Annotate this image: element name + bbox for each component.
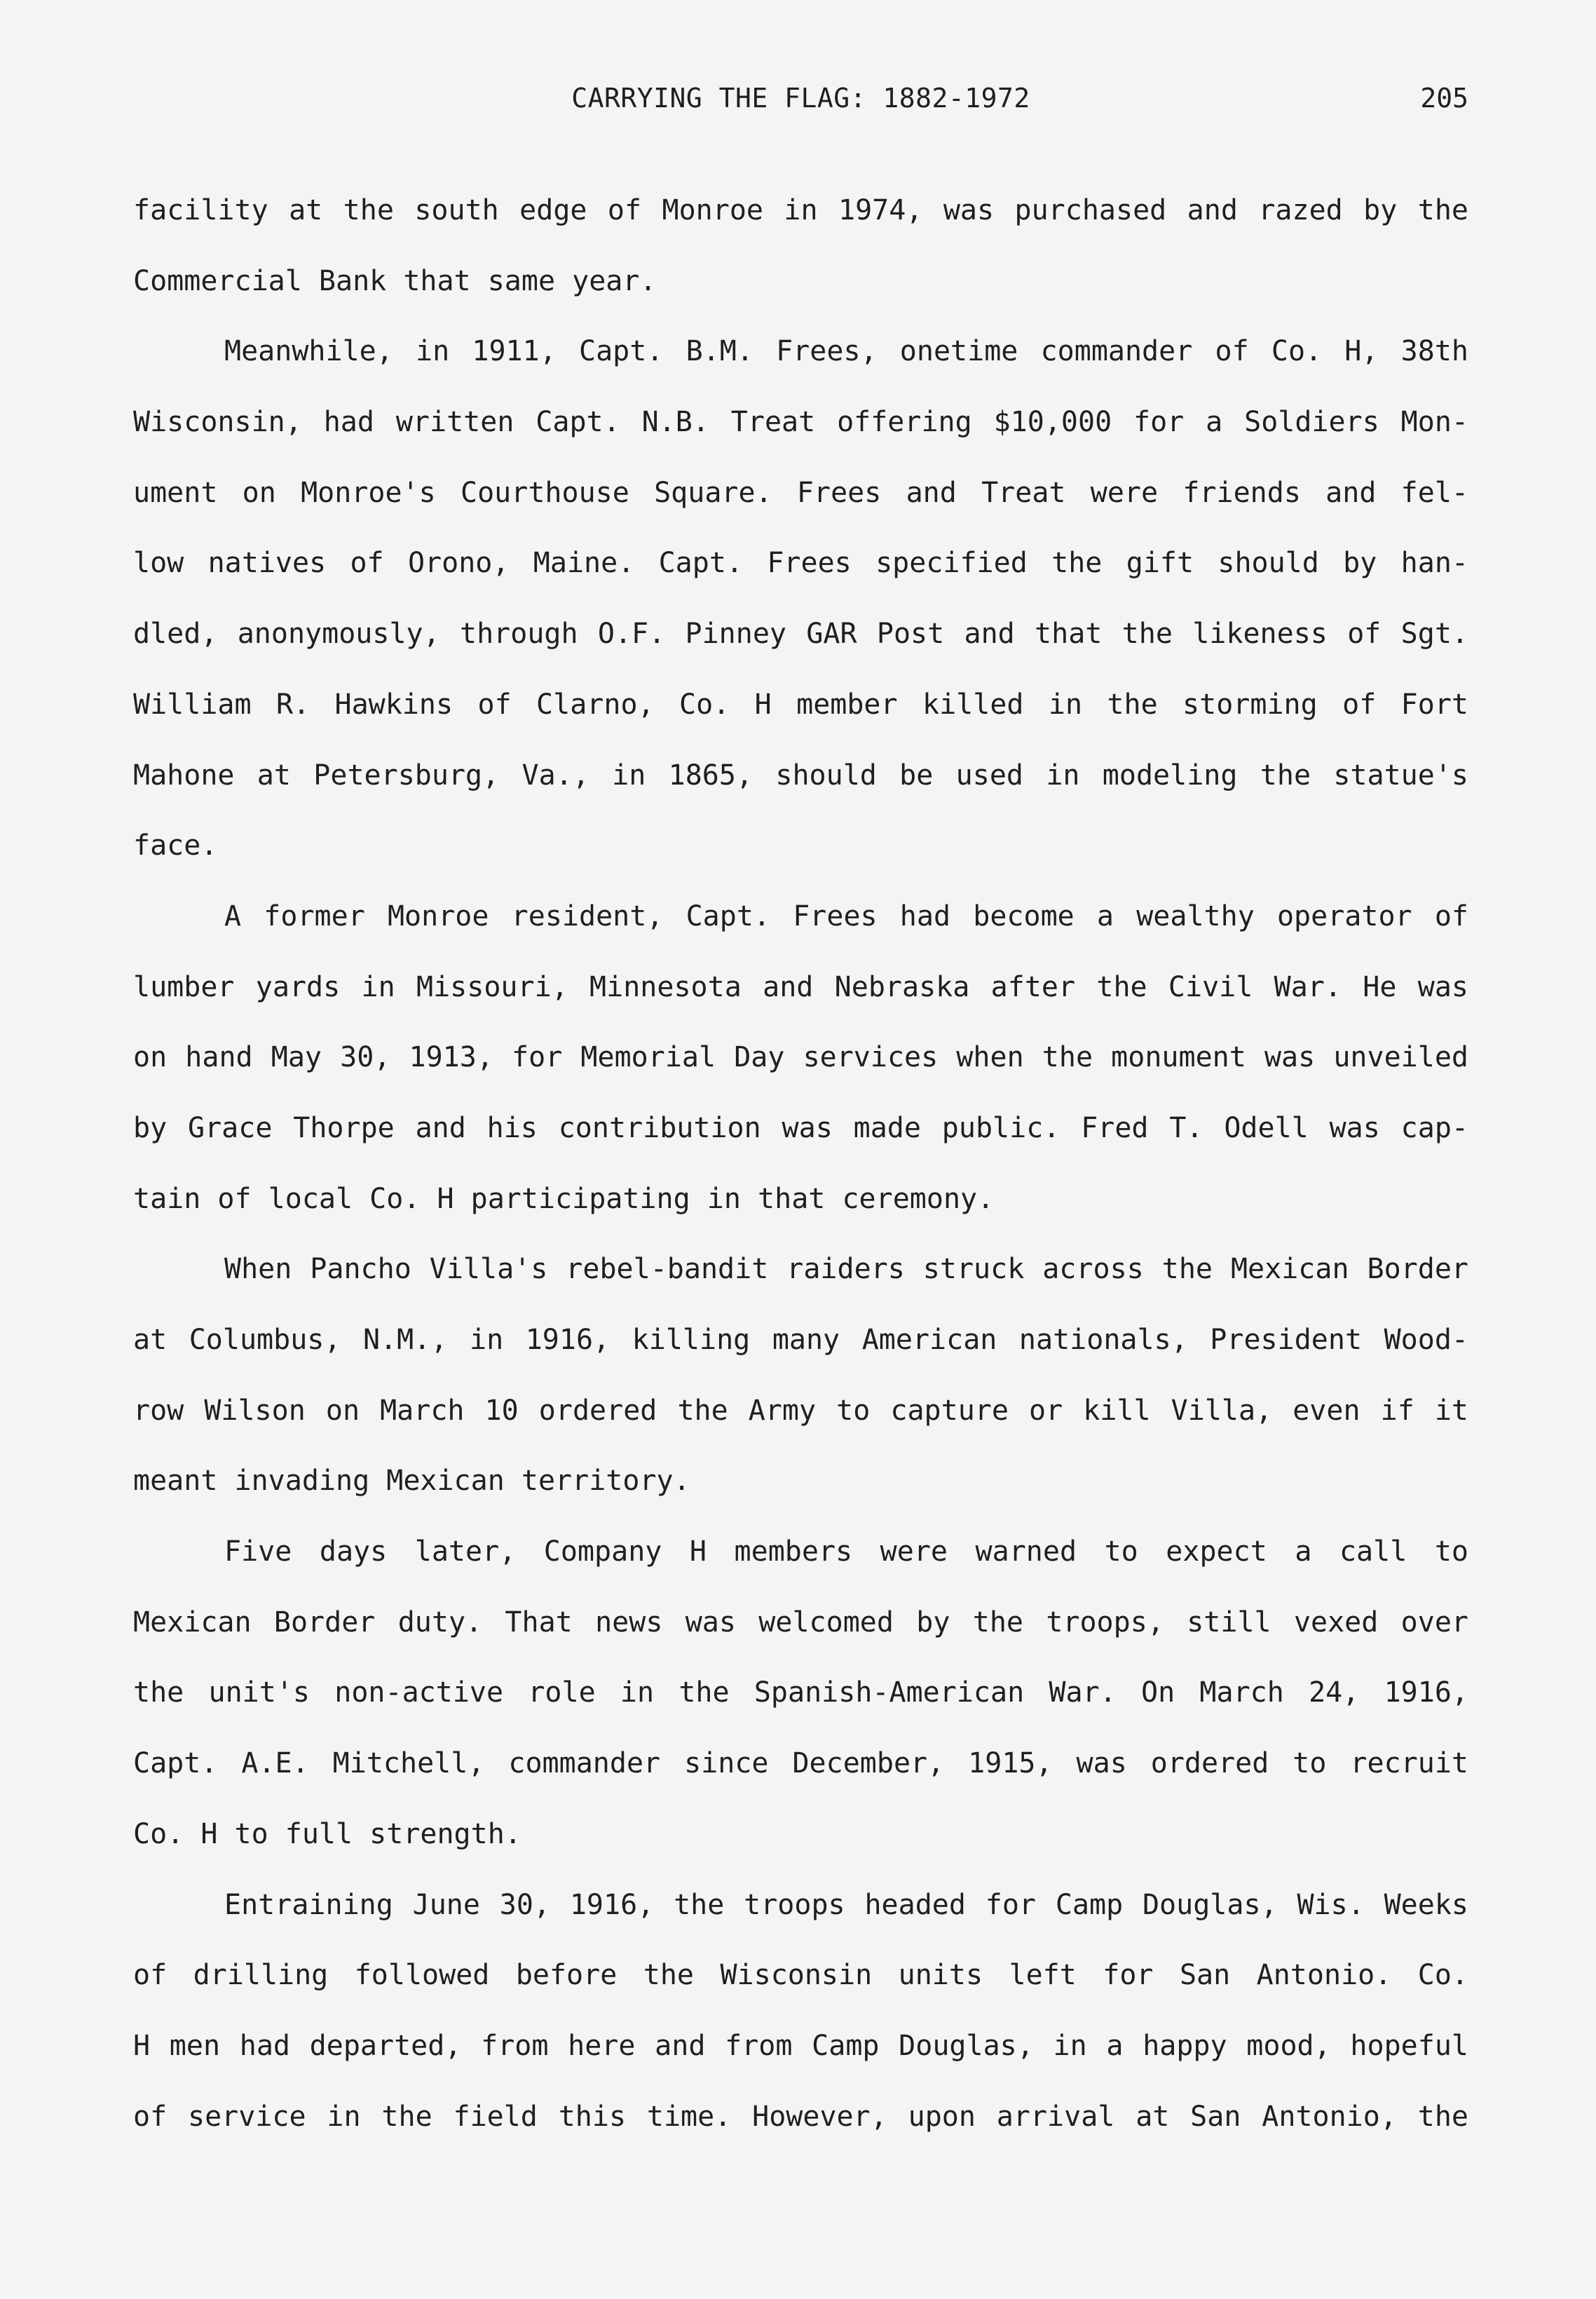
text-line: facility at the south edge of Monroe in 1974, was purchased and razed by the <box>133 194 1468 226</box>
text-line: row Wilson on March 10 ordered the Army to capture or kill Villa, even if it <box>133 1394 1468 1427</box>
text-line: Wisconsin, had written Capt. N.B. Treat offering $10,000 for a Soldiers Mon- <box>133 406 1468 439</box>
text-line: ument on Monroe's Courthouse Square. Frees and Treat were friends and fel- <box>133 476 1468 509</box>
text-line: by Grace Thorpe and his contribution was made public. Fred T. Odell was cap- <box>133 1111 1468 1144</box>
text-line: the unit's non-active role in the Spanish-American War. On March 24, 1916, <box>133 1676 1468 1709</box>
text-line: tain of local Co. H participating in that ceremony. <box>133 1182 995 1215</box>
text-line: lumber yards in Missouri, Minnesota and Nebraska after the Civil War. He was <box>133 970 1468 1003</box>
text-line: Meanwhile, in 1911, Capt. B.M. Frees, onetime commander of Co. H, 38th <box>224 335 1468 368</box>
text-line: of service in the field this time. However, upon arrival at San Antonio, the <box>133 2100 1468 2133</box>
text-line: When Pancho Villa's rebel-bandit raiders struck across the Mexican Border <box>224 1253 1468 1286</box>
text-line: Commercial Bank that same year. <box>133 264 657 297</box>
text-line: A former Monroe resident, Capt. Frees had become a wealthy operator of <box>224 900 1468 933</box>
text-line: dled, anonymously, through O.F. Pinney GAR Post and that the likeness of Sgt. <box>133 618 1468 651</box>
running-title: CARRYING THE FLAG: 1882-1972 <box>571 83 1030 114</box>
text-line: low natives of Orono, Maine. Capt. Frees specified the gift should by han- <box>133 547 1468 580</box>
page-number: 205 <box>1420 83 1468 114</box>
text-line: Mexican Border duty. That news was welcomed by the troops, still vexed over <box>133 1606 1468 1639</box>
text-line: meant invading Mexican territory. <box>133 1465 690 1498</box>
text-line: Entraining June 30, 1916, the troops headed for Camp Douglas, Wis. Weeks <box>224 1888 1468 1921</box>
text-line: Co. H to full strength. <box>133 1817 521 1850</box>
text-line: on hand May 30, 1913, for Memorial Day services when the monument was unveiled <box>133 1041 1468 1074</box>
body-text <box>133 189 1468 2166</box>
text-line: Five days later, Company H members were warned to expect a call to <box>224 1535 1468 1568</box>
text-line: of drilling followed before the Wisconsin units left for San Antonio. Co. <box>133 1959 1468 1992</box>
text-line: at Columbus, N.M., in 1916, killing many American nationals, President Wood- <box>133 1324 1468 1356</box>
text-line: Mahone at Petersburg, Va., in 1865, should be used in modeling the statue's <box>133 759 1468 792</box>
text-line: Capt. A.E. Mitchell, commander since December, 1915, was ordered to recruit <box>133 1747 1468 1780</box>
text-line: William R. Hawkins of Clarno, Co. H member killed in the storming of Fort <box>133 688 1468 721</box>
text-line: H men had departed, from here and from Camp Douglas, in a happy mood, hopeful <box>133 2029 1468 2062</box>
text-line: face. <box>133 829 218 862</box>
page-header <box>133 83 1468 125</box>
